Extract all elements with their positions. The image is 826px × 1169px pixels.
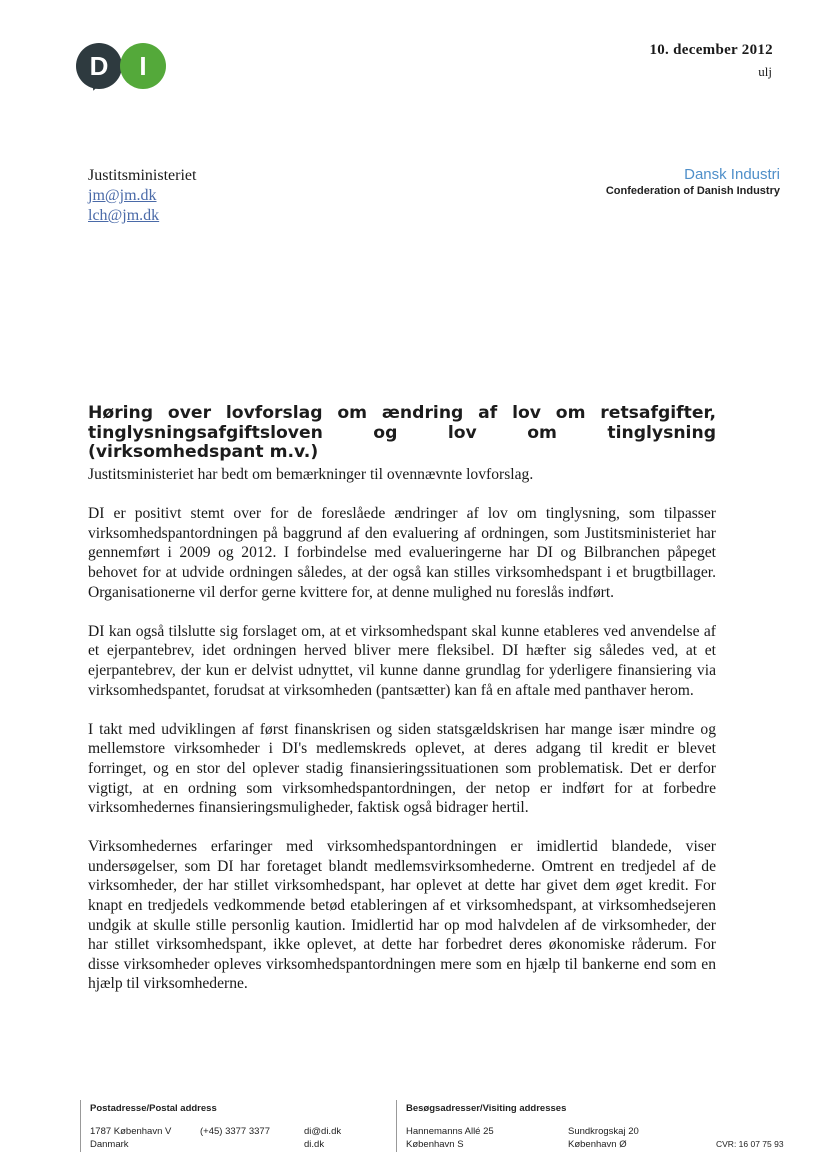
postal-line: 1787 København V bbox=[90, 1126, 172, 1137]
visiting-address-1 bbox=[406, 1125, 494, 1151]
contact-email[interactable]: di@di.dk bbox=[304, 1126, 342, 1137]
organization-name: Dansk Industri bbox=[684, 166, 780, 183]
visiting-line: Sundkrogskaj 20 bbox=[568, 1126, 639, 1137]
visiting-line: København S bbox=[406, 1139, 464, 1150]
phone-number bbox=[200, 1125, 270, 1138]
body-paragraph: Justitsministeriet har bedt om bemærkninger til ovennævnte lovforslag. bbox=[88, 466, 534, 483]
footer-divider bbox=[80, 1100, 81, 1152]
cvr-number: CVR: 16 07 75 93 bbox=[716, 1139, 784, 1149]
body-paragraph: DI er positivt stemt over for de foreslåede ændringer af lov om tinglysning, som tilpasser virksomhedspantordningen på baggrund af den evaluering af ordningen, som Justitsministeriet har gennemført i 2009 og 2012. I forbindelse med evalueringerne har DI og Bilbranchen påpeget behovet for at udvide ordningen således, at der også kan stilles virksomhedspant i et brugtbillager. Organisationerne vil derfor gerne kvittere for, at denne mulighed nu foreslås indført. bbox=[88, 505, 716, 601]
visiting-line: København Ø bbox=[568, 1139, 627, 1150]
organization-subtitle: Confederation of Danish Industry bbox=[605, 185, 780, 197]
recipient-email-link[interactable]: lch@jm.dk bbox=[88, 207, 160, 224]
letter-date: 10. december 2012 bbox=[649, 42, 773, 58]
letter-body bbox=[88, 465, 716, 1014]
phone-text: (+45) 3377 3377 bbox=[200, 1126, 270, 1137]
visiting-address-heading: Besøgsadresser/Visiting addresses bbox=[406, 1103, 567, 1114]
di-logo bbox=[76, 43, 168, 91]
postal-address bbox=[90, 1125, 171, 1151]
postal-line: Danmark bbox=[90, 1139, 129, 1150]
logo-letter-d: D bbox=[76, 43, 122, 89]
body-paragraph: I takt med udviklingen af først finanskrisen og siden statsgældskrisen har mange især mindre og mellemstore virksomheder i DI's medlemskreds oplevet, at deres adgang til kredit er blevet forringet, og en stor del oplever stadig finansieringssituationen som problematisk. Det er derfor vigtigt, at en ordning som virksomhedspantordningen, der netop er indført for at forbedre virksomhedernes finansieringsmuligheder, faktisk også bidrager hertil. bbox=[88, 720, 716, 817]
footer-divider bbox=[396, 1100, 397, 1152]
recipient-block bbox=[88, 166, 196, 226]
recipient-name: Justitsministeriet bbox=[88, 167, 197, 184]
letter-title: Høring over lovforslag om ændring af lov om retsafgifter, tinglysningsafgiftsloven og lov om tinglysning (virksomhedspant m.v.) bbox=[88, 403, 716, 462]
postal-address-heading: Postadresse/Postal address bbox=[90, 1103, 217, 1114]
contact-website[interactable]: di.dk bbox=[304, 1139, 325, 1150]
author-initials: ulj bbox=[758, 64, 772, 79]
visiting-line: Hannemanns Allé 25 bbox=[406, 1126, 494, 1137]
visiting-address-2 bbox=[568, 1125, 639, 1151]
letter-footer bbox=[0, 1100, 826, 1160]
recipient-email-link[interactable]: jm@jm.dk bbox=[88, 187, 157, 204]
body-paragraph: DI kan også tilslutte sig forslaget om, at et virksomhedspant skal kunne etableres ved anvendelse af et ejerpantebrev, idet ordningen herved bliver mere fleksibel. DI hæfter sig således ved, at et ejerpantebrev, der kun er delvist udnyttet, vil kunne danne grundlag for yderligere finansiering via virksomhedspantet, forudsat at virksomheden (pantsætter) kan få en aftale med panthaver herom. bbox=[88, 622, 716, 699]
body-paragraph: Virksomhedernes erfaringer med virksomhedspantordningen er imidlertid blandede, viser undersøgelser, som DI har foretaget blandt medlemsvirksomhederne. Omtrent en tredjedel af de virksomheder, der har stillet virksomhedspant, har oplevet at dette har givet dem øget kredit. For knapt en tredjedels vedkommende betød etableringen af et virksomhedspant, at virksomhedsejeren undgik at skulle stille personlig kaution. Imidlertid har op mod halvdelen af de virksomheder, der har stillet virksomhedspant, ikke oplevet, at dette har forbedret deres økonomiske råderum. For disse virksomheder opleves virksomhedspantordningen mere som en hjælp til bankerne end som en hjælp til virksomhederne. bbox=[88, 838, 716, 993]
logo-letter-i: I bbox=[120, 43, 166, 89]
web-contact bbox=[304, 1125, 341, 1151]
